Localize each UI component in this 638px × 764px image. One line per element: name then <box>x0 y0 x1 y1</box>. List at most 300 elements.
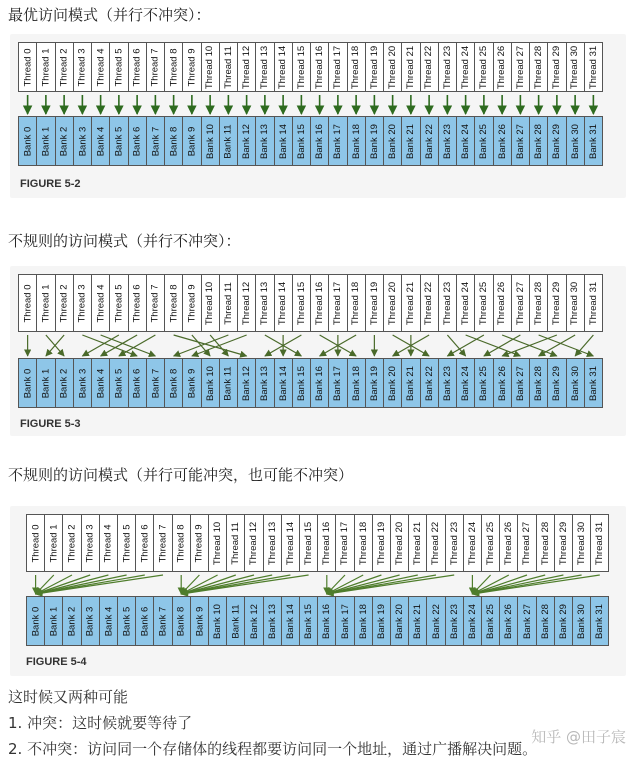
thread-cell-label: Thread 27 <box>521 521 533 565</box>
thread-cell-label: Thread 30 <box>569 281 581 325</box>
bank-cell <box>420 358 439 408</box>
bank-cell-label: Bank 8 <box>168 126 180 156</box>
thread-cell <box>292 274 311 332</box>
bank-cell-label: Bank 30 <box>569 123 581 159</box>
bank-cell <box>383 358 402 408</box>
bank-cell-label: Bank 14 <box>284 603 296 639</box>
bank-cell-label: Bank 23 <box>441 365 453 401</box>
bank-cell <box>99 596 118 646</box>
bank-cell <box>572 596 591 646</box>
bank-cell-label: Bank 22 <box>430 603 442 639</box>
thread-cell <box>383 274 402 332</box>
thread-cell <box>91 42 110 92</box>
thread-cell <box>408 514 427 572</box>
thread-cell-label: Thread 9 <box>186 283 198 323</box>
thread-cell-label: Thread 23 <box>441 45 453 89</box>
bank-cell-label: Bank 22 <box>423 365 435 401</box>
bank-cell-label: Bank 19 <box>368 365 380 401</box>
section-title-irregular: 不规则的访问模式（并行不冲突）： <box>8 232 241 250</box>
bank-cell <box>55 116 74 166</box>
thread-cell-label: Thread 21 <box>412 521 424 565</box>
bank-cell-label: Bank 8 <box>168 368 180 398</box>
bank-cell-label: Bank 10 <box>212 603 224 639</box>
thread-cell-label: Thread 6 <box>139 523 151 563</box>
bank-cell-label: Bank 12 <box>241 123 253 159</box>
thread-cell <box>18 42 37 92</box>
thread-cell <box>146 42 165 92</box>
bank-cell-label: Bank 28 <box>533 123 545 159</box>
thread-cell <box>511 42 530 92</box>
thread-cell-label: Thread 30 <box>569 45 581 89</box>
bank-cell-label: Bank 9 <box>193 606 205 636</box>
bank-cell-label: Bank 25 <box>478 123 490 159</box>
thread-cell <box>445 514 464 572</box>
thread-cell-label: Thread 0 <box>22 47 34 87</box>
thread-cell-label: Thread 6 <box>131 47 143 87</box>
bank-cell-label: Bank 14 <box>277 365 289 401</box>
bank-cell <box>328 358 347 408</box>
thread-cell <box>438 42 457 92</box>
thread-cell <box>493 274 512 332</box>
thread-cell <box>499 514 518 572</box>
bank-cell <box>237 358 256 408</box>
thread-cell <box>328 42 347 92</box>
thread-cell <box>117 514 136 572</box>
thread-cell-label: Thread 22 <box>430 521 442 565</box>
thread-cell <box>190 514 209 572</box>
bank-cell-label: Bank 5 <box>121 606 133 636</box>
bank-cell <box>354 596 373 646</box>
bank-cell-label: Bank 19 <box>368 123 380 159</box>
thread-cell <box>62 514 81 572</box>
thread-cell-label: Thread 17 <box>332 45 344 89</box>
bank-cell-label: Bank 10 <box>204 123 216 159</box>
thread-cell-label: Thread 15 <box>295 45 307 89</box>
bank-cell <box>547 358 566 408</box>
bank-cell <box>456 358 475 408</box>
bank-cell-label: Bank 9 <box>186 126 198 156</box>
thread-cell-label: Thread 14 <box>277 45 289 89</box>
bank-cell-label: Bank 1 <box>40 126 52 156</box>
thread-cell <box>292 42 311 92</box>
bank-cell <box>44 596 63 646</box>
bank-cell-label: Bank 11 <box>222 365 234 401</box>
bank-cell <box>474 116 493 166</box>
thread-cell <box>420 42 439 92</box>
thread-cell <box>164 274 183 332</box>
bank-cell-label: Bank 16 <box>314 365 326 401</box>
thread-cell-label: Thread 27 <box>514 281 526 325</box>
thread-cell <box>310 274 329 332</box>
thread-cell <box>401 274 420 332</box>
bank-cell <box>401 116 420 166</box>
thread-cell-label: Thread 10 <box>204 281 216 325</box>
access-arrow <box>447 335 465 356</box>
watermark: 知乎 @田子宸 <box>531 728 626 746</box>
bank-cell-label: Bank 30 <box>569 365 581 401</box>
thread-cell-label: Thread 25 <box>478 281 490 325</box>
thread-cell <box>135 514 154 572</box>
bank-cell-label: Bank 7 <box>149 126 161 156</box>
bank-cell <box>172 596 191 646</box>
thread-cell <box>566 42 585 92</box>
bank-cell <box>463 596 482 646</box>
bank-cell <box>474 358 493 408</box>
bank-cell <box>73 358 92 408</box>
thread-cell <box>517 514 536 572</box>
thread-cell <box>226 514 245 572</box>
access-arrow <box>119 335 156 356</box>
thread-cell <box>219 274 238 332</box>
thread-cell-label: Thread 12 <box>248 521 260 565</box>
bank-cell <box>255 358 274 408</box>
thread-cell-label: Thread 7 <box>149 283 161 323</box>
bank-cell-label: Bank 22 <box>423 123 435 159</box>
bank-cell-label: Bank 0 <box>30 606 42 636</box>
bank-cell <box>219 358 238 408</box>
bank-cell-label: Bank 31 <box>587 123 599 159</box>
bank-cell <box>109 358 128 408</box>
bank-cell <box>310 116 329 166</box>
bank-cell <box>401 358 420 408</box>
bank-cell-label: Bank 8 <box>175 606 187 636</box>
thread-cell <box>299 514 318 572</box>
bank-cell <box>292 116 311 166</box>
bank-cell-label: Bank 20 <box>387 365 399 401</box>
thread-cell-label: Thread 13 <box>266 521 278 565</box>
bank-cell <box>146 116 165 166</box>
thread-cell-label: Thread 2 <box>58 47 70 87</box>
thread-cell <box>365 42 384 92</box>
bank-cell-label: Bank 4 <box>95 368 107 398</box>
bank-cell <box>299 596 318 646</box>
thread-cell <box>26 514 45 572</box>
thread-cell <box>109 274 128 332</box>
bank-cell-label: Bank 3 <box>76 368 88 398</box>
figure-5-4 <box>10 506 626 676</box>
thread-cell-label: Thread 28 <box>533 45 545 89</box>
text-line-conflict: 1. 冲突：这时候就要等待了 <box>8 714 193 732</box>
thread-cell <box>354 514 373 572</box>
thread-cell-label: Thread 19 <box>368 45 380 89</box>
thread-cell-label: Thread 15 <box>303 521 315 565</box>
bank-cell-label: Bank 28 <box>533 365 545 401</box>
bank-cell-label: Bank 10 <box>204 365 216 401</box>
bank-cell <box>255 116 274 166</box>
bank-cell <box>226 596 245 646</box>
bank-cell-label: Bank 23 <box>448 603 460 639</box>
access-arrow <box>539 335 576 356</box>
bank-cell-label: Bank 2 <box>58 126 70 156</box>
bank-cell <box>62 596 81 646</box>
bank-cell <box>566 116 585 166</box>
thread-cell <box>201 274 220 332</box>
thread-cell-label: Thread 18 <box>357 521 369 565</box>
thread-cell <box>390 514 409 572</box>
thread-cell-label: Thread 24 <box>460 281 472 325</box>
thread-cell-label: Thread 3 <box>76 47 88 87</box>
thread-cell-label: Thread 4 <box>95 283 107 323</box>
bank-cell <box>263 596 282 646</box>
bank-cell-label: Bank 29 <box>551 123 563 159</box>
thread-cell-label: Thread 14 <box>277 281 289 325</box>
thread-cell-label: Thread 8 <box>168 47 180 87</box>
thread-cell-label: Thread 4 <box>102 523 114 563</box>
bank-cell-label: Bank 0 <box>22 368 34 398</box>
thread-cell <box>383 42 402 92</box>
bank-cell-label: Bank 26 <box>503 603 515 639</box>
thread-cell-label: Thread 31 <box>587 45 599 89</box>
bank-cell <box>438 358 457 408</box>
thread-cell <box>481 514 500 572</box>
bank-cell-label: Bank 28 <box>539 603 551 639</box>
bank-cell <box>237 116 256 166</box>
thread-cell <box>99 514 118 572</box>
thread-cell-label: Thread 1 <box>48 523 60 563</box>
bank-cell <box>164 116 183 166</box>
bank-cell-label: Bank 24 <box>460 123 472 159</box>
section-title-broadcast: 不规则的访问模式（并行可能冲突，也可能不冲突） <box>8 466 354 484</box>
thread-cell <box>81 514 100 572</box>
thread-cell-label: Thread 11 <box>230 521 242 565</box>
bank-cell-label: Bank 23 <box>441 123 453 159</box>
figure-5-2 <box>10 34 626 198</box>
thread-cell <box>128 274 147 332</box>
thread-cell <box>182 274 201 332</box>
text-line-no-conflict: 2. 不冲突：访问同一个存储体的线程都要访问同一个地址，通过广播解决问题。 <box>8 740 538 758</box>
bank-cell <box>117 596 136 646</box>
bank-cell-label: Bank 26 <box>496 123 508 159</box>
thread-cell-label: Thread 24 <box>466 521 478 565</box>
bank-cell-label: Bank 16 <box>314 123 326 159</box>
bank-cell-label: Bank 9 <box>186 368 198 398</box>
thread-cell <box>208 514 227 572</box>
thread-cell-label: Thread 21 <box>405 45 417 89</box>
access-arrow <box>484 335 521 356</box>
bank-cell-label: Bank 4 <box>95 126 107 156</box>
thread-cell <box>36 274 55 332</box>
bank-cell <box>365 116 384 166</box>
thread-cell-label: Thread 5 <box>121 523 133 563</box>
thread-cell <box>55 274 74 332</box>
thread-cell <box>590 514 609 572</box>
thread-cell-label: Thread 31 <box>594 521 606 565</box>
thread-cell <box>493 42 512 92</box>
access-arrow <box>447 335 484 356</box>
thread-cell <box>281 514 300 572</box>
bank-cell <box>73 116 92 166</box>
bank-cell <box>128 116 147 166</box>
thread-cell-label: Thread 17 <box>339 521 351 565</box>
thread-cell <box>420 274 439 332</box>
thread-cell <box>401 42 420 92</box>
thread-cell <box>547 42 566 92</box>
bank-cell <box>493 358 512 408</box>
thread-cell <box>438 274 457 332</box>
thread-cell <box>584 274 603 332</box>
bank-cell-label: Bank 21 <box>405 365 417 401</box>
bank-cell-label: Bank 2 <box>58 368 70 398</box>
text-line-possibilities: 这时候又两种可能 <box>8 688 129 706</box>
thread-cell <box>474 42 493 92</box>
thread-cell <box>328 274 347 332</box>
thread-cell-label: Thread 10 <box>204 45 216 89</box>
bank-cell-label: Bank 17 <box>339 603 351 639</box>
bank-cell <box>201 116 220 166</box>
access-arrow <box>82 335 119 356</box>
thread-cell-label: Thread 10 <box>212 521 224 565</box>
thread-cell <box>572 514 591 572</box>
thread-cell <box>547 274 566 332</box>
bank-cell-label: Bank 13 <box>259 365 271 401</box>
bank-cell-label: Bank 15 <box>295 123 307 159</box>
thread-cell-label: Thread 24 <box>460 45 472 89</box>
thread-cell-label: Thread 1 <box>40 283 52 323</box>
thread-cell <box>237 42 256 92</box>
bank-cell <box>146 358 165 408</box>
thread-cell-label: Thread 14 <box>284 521 296 565</box>
bank-cell-label: Bank 13 <box>259 123 271 159</box>
thread-cell-label: Thread 7 <box>149 47 161 87</box>
bank-cell-label: Bank 3 <box>84 606 96 636</box>
thread-cell <box>463 514 482 572</box>
thread-cell-label: Thread 26 <box>503 521 515 565</box>
bank-cell-label: Bank 6 <box>131 126 143 156</box>
bank-cell-label: Bank 6 <box>131 368 143 398</box>
bank-cell <box>347 358 366 408</box>
bank-cell-label: Bank 27 <box>514 123 526 159</box>
thread-cell-label: Thread 29 <box>551 45 563 89</box>
bank-cell <box>244 596 263 646</box>
bank-cell-label: Bank 18 <box>350 123 362 159</box>
figure-caption: FIGURE 5-3 <box>20 418 81 430</box>
figure-5-3 <box>10 266 626 436</box>
bank-cell-label: Bank 18 <box>350 365 362 401</box>
bank-cell-label: Bank 30 <box>576 603 588 639</box>
bank-cell-label: Bank 27 <box>521 603 533 639</box>
thread-cell-label: Thread 26 <box>496 45 508 89</box>
bank-cell <box>445 596 464 646</box>
thread-cell-label: Thread 16 <box>314 281 326 325</box>
thread-cell <box>335 514 354 572</box>
bank-cell <box>328 116 347 166</box>
thread-cell-label: Thread 7 <box>157 523 169 563</box>
access-arrow <box>101 335 138 356</box>
bank-cell-label: Bank 24 <box>466 603 478 639</box>
bank-cell <box>219 116 238 166</box>
thread-cell <box>474 274 493 332</box>
bank-cell <box>81 596 100 646</box>
bank-cell-label: Bank 1 <box>48 606 60 636</box>
thread-cell-label: Thread 9 <box>186 47 198 87</box>
bank-cell <box>420 116 439 166</box>
thread-cell-label: Thread 12 <box>241 45 253 89</box>
thread-cell <box>511 274 530 332</box>
bank-cell <box>55 358 74 408</box>
thread-cell <box>426 514 445 572</box>
thread-cell <box>55 42 74 92</box>
thread-cell <box>182 42 201 92</box>
bank-cell <box>493 116 512 166</box>
bank-cell <box>36 116 55 166</box>
thread-cell-label: Thread 13 <box>259 45 271 89</box>
bank-cell <box>408 596 427 646</box>
bank-cell-label: Bank 26 <box>496 365 508 401</box>
thread-cell-label: Thread 20 <box>387 45 399 89</box>
thread-cell <box>255 42 274 92</box>
bank-cell <box>292 358 311 408</box>
bank-cell-label: Bank 20 <box>387 123 399 159</box>
thread-cell <box>18 274 37 332</box>
bank-cell-label: Bank 4 <box>102 606 114 636</box>
bank-cell <box>18 116 37 166</box>
section-title-optimal: 最优访问模式（并行不冲突）： <box>8 6 211 24</box>
bank-cell-label: Bank 7 <box>149 368 161 398</box>
bank-cell <box>208 596 227 646</box>
bank-cell-label: Bank 11 <box>230 603 242 639</box>
bank-cell <box>128 358 147 408</box>
bank-cell-label: Bank 25 <box>478 365 490 401</box>
bank-cell-label: Bank 12 <box>248 603 260 639</box>
access-arrow <box>466 335 521 356</box>
thread-cell <box>109 42 128 92</box>
thread-cell <box>146 274 165 332</box>
thread-cell-label: Thread 8 <box>168 283 180 323</box>
thread-cell-label: Thread 18 <box>350 281 362 325</box>
access-arrow <box>539 335 594 356</box>
bank-cell-label: Bank 5 <box>113 126 125 156</box>
thread-cell <box>244 514 263 572</box>
bank-cell <box>335 596 354 646</box>
bank-cell-label: Bank 7 <box>157 606 169 636</box>
thread-cell <box>529 42 548 92</box>
thread-cell <box>255 274 274 332</box>
bank-cell-label: Bank 15 <box>295 365 307 401</box>
bank-cell <box>390 596 409 646</box>
thread-cell <box>91 274 110 332</box>
bank-cell <box>347 116 366 166</box>
bank-cell-label: Bank 19 <box>375 603 387 639</box>
thread-cell <box>164 42 183 92</box>
thread-cell <box>584 42 603 92</box>
bank-cell-label: Bank 20 <box>394 603 406 639</box>
bank-cell-label: Bank 2 <box>66 606 78 636</box>
bank-cell <box>36 358 55 408</box>
thread-cell-label: Thread 2 <box>58 283 70 323</box>
bank-cell <box>310 358 329 408</box>
access-arrow <box>174 335 247 356</box>
bank-cell <box>372 596 391 646</box>
thread-cell <box>263 514 282 572</box>
thread-cell-label: Thread 27 <box>514 45 526 89</box>
bank-cell <box>511 358 530 408</box>
thread-cell-label: Thread 17 <box>332 281 344 325</box>
thread-cell-label: Thread 1 <box>40 47 52 87</box>
thread-cell-label: Thread 2 <box>66 523 78 563</box>
bank-cell-label: Bank 29 <box>557 603 569 639</box>
bank-cell-label: Bank 31 <box>594 603 606 639</box>
bank-cell-label: Bank 24 <box>460 365 472 401</box>
bank-cell <box>547 116 566 166</box>
thread-cell <box>456 274 475 332</box>
thread-cell <box>536 514 555 572</box>
thread-cell-label: Thread 23 <box>441 281 453 325</box>
thread-cell <box>201 42 220 92</box>
thread-cell <box>219 42 238 92</box>
thread-cell <box>237 274 256 332</box>
bank-cell-label: Bank 11 <box>222 123 234 159</box>
bank-cell <box>91 116 110 166</box>
